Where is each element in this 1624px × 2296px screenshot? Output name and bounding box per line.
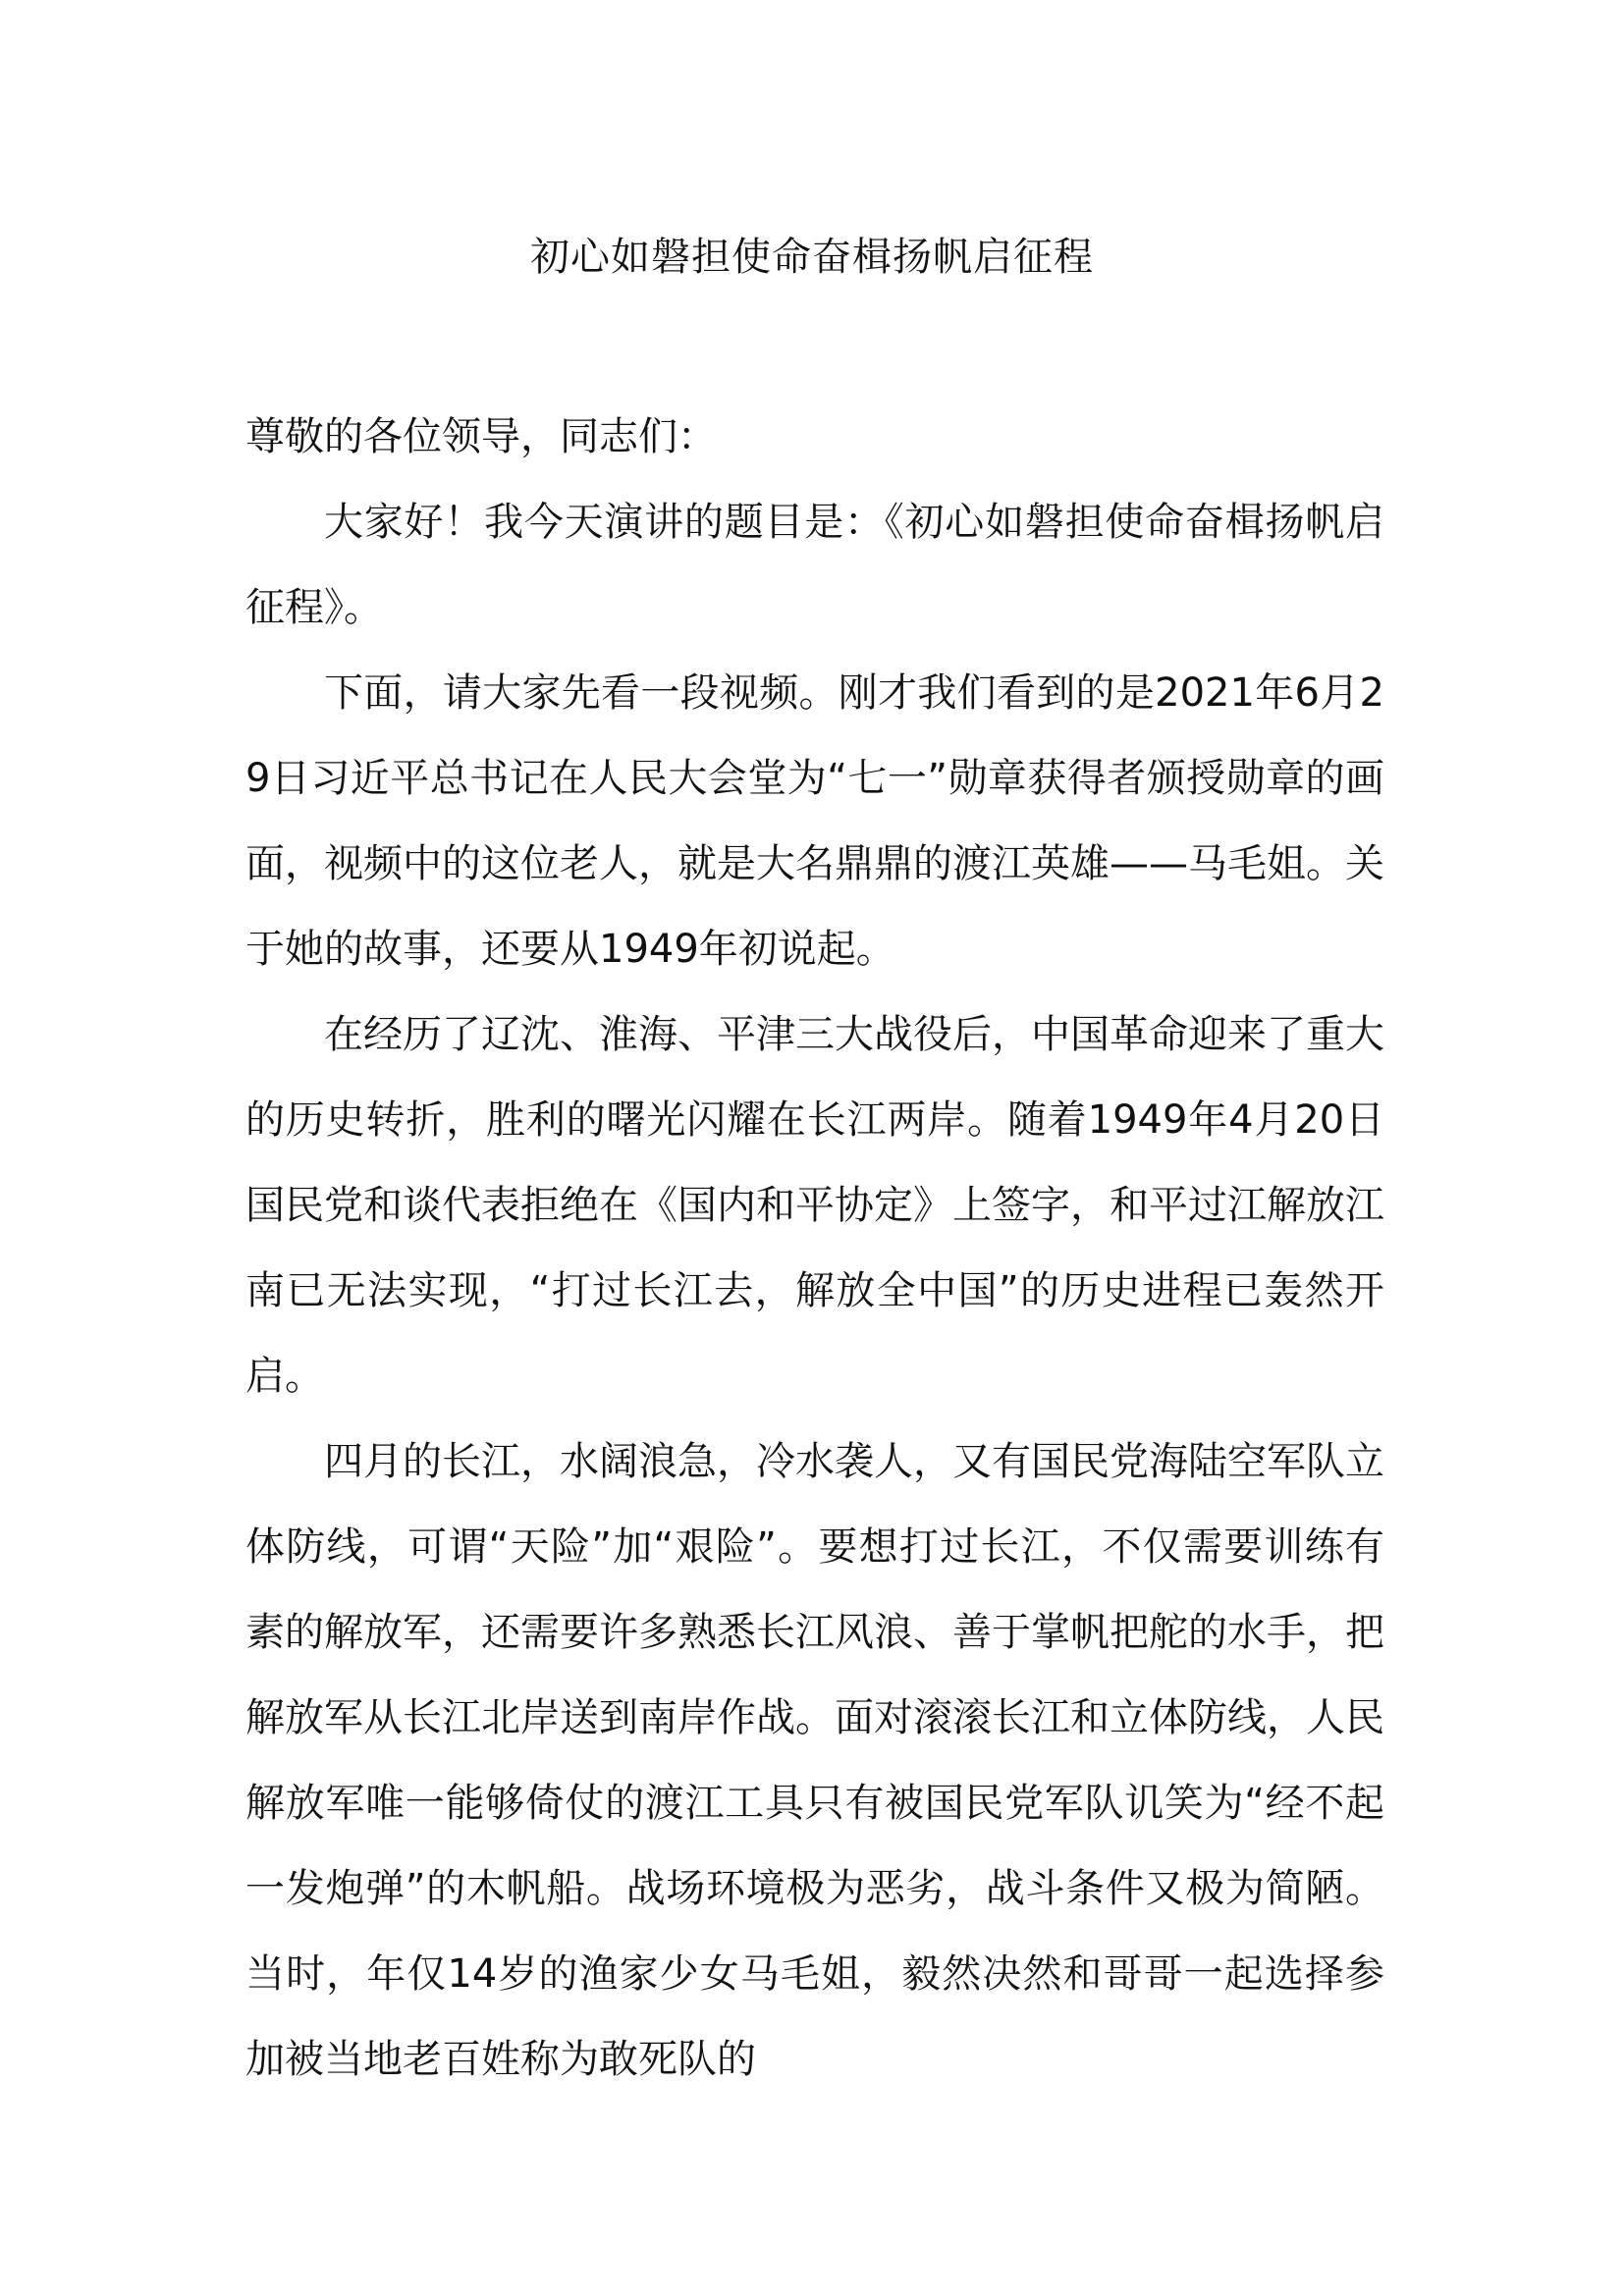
paragraph: 在经历了辽沈、淮海、平津三大战役后，中国革命迎来了重大的历史转折，胜利的曙光闪耀在长江两岸。随着1949年4月20日国民党和谈代表拒绝在《国内和平协定》上签字，和平过江解放江南已无法实现，“打过长江去，解放全中国”的历史进程已轰然开启。 [245,1012,1384,1399]
paragraph: 下面，请大家先看一段视频。刚才我们看到的是2021年6月29日习近平总书记在人民大会堂为“七一”勋章获得者颁授勋章的画面，视频中的这位老人，就是大名鼎鼎的渡江英雄——马毛姐。关于她的故事，还要从1949年初说起。 [245,670,1384,972]
paragraph: 四月的长江，水阔浪急，冷水袭人，又有国民党海陆空军队立体防线，可谓“天险”加“艰险”。要想打过长江，不仅需要训练有素的解放军，还需要许多熟悉长江风浪、善于掌帆把舵的水手，把解放军从长江北岸送到南岸作战。面对滚滚长江和立体防线，人民解放军唯一能够倚仗的渡江工具只有被国民党军队讥笑为“经不起一发炮弹”的木帆船。战场环境极为恶劣，战斗条件又极为简陋。当时，年仅14岁的渔家少女马毛姐，毅然决然和哥哥一起选择参加被当地老百姓称为敢死队的 [245,1439,1384,2082]
salutation: 尊敬的各位领导，同志们： [245,414,717,459]
document-title: 初心如磐担使命奋楫扬帆启征程 [530,235,1094,280]
document-body [245,395,1384,2103]
paragraph: 大家好！我今天演讲的题目是：《初心如磐担使命奋楫扬帆启征程》。 [245,500,1384,630]
